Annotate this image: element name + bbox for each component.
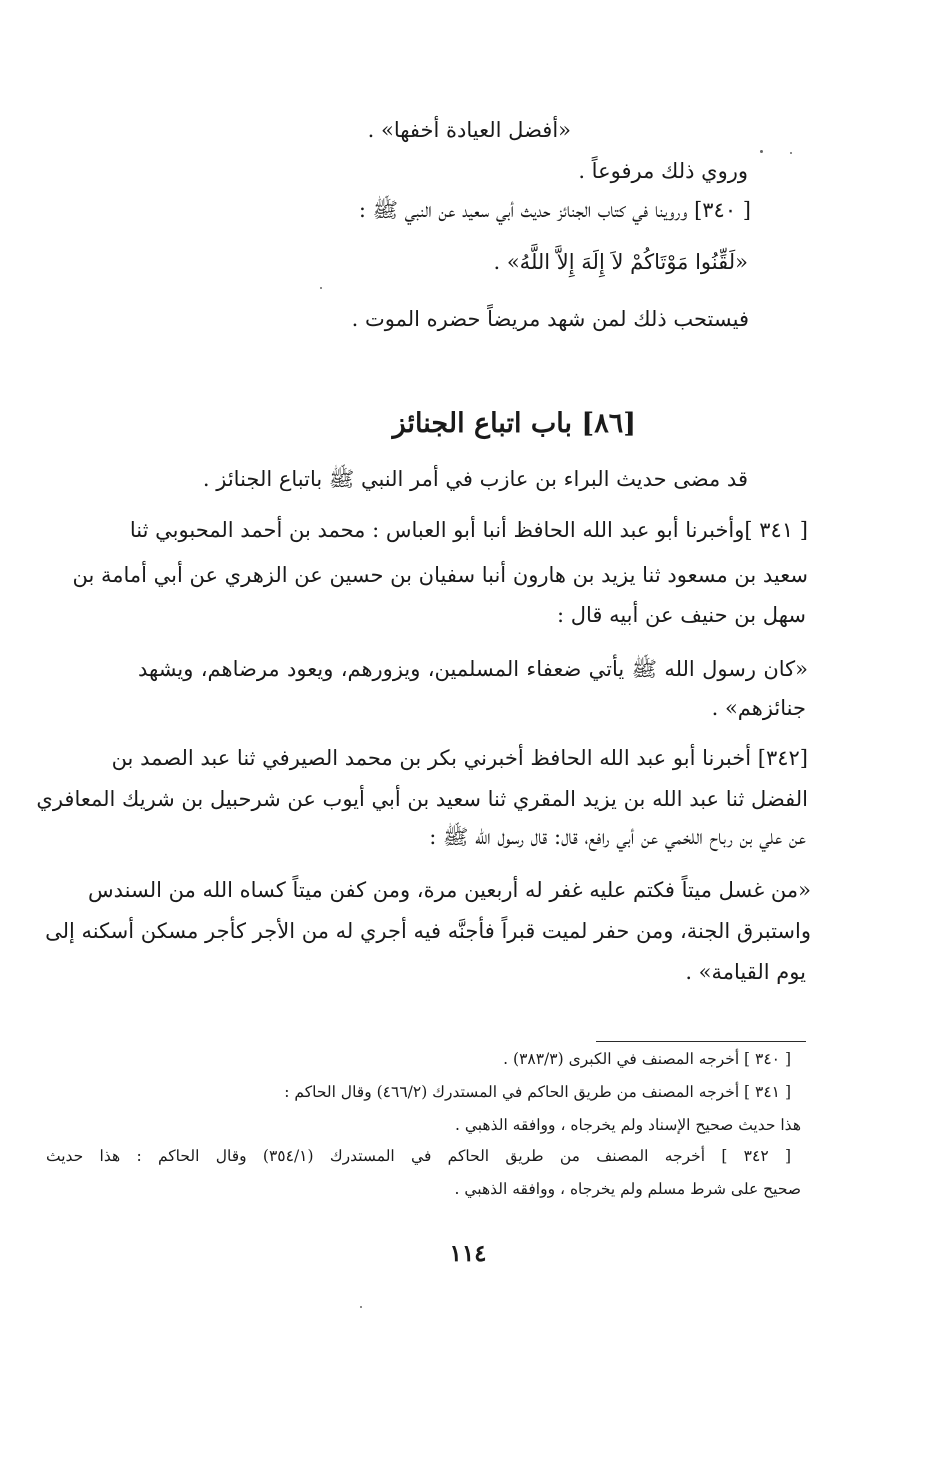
- scan-speck: [360, 1306, 362, 1308]
- intro-line: قد مضى حديث البراء بن عازب في أمر النبي ﷺ باتباع الجنائز .: [202, 467, 748, 491]
- hadith-341-matn-line: «كان رسول الله ﷺ يأتي ضعفاء المسلمين، ويزورهم، ويعود مرضاهم، ويشهد: [138, 657, 808, 681]
- chapter-heading: [٨٦] باب اتباع الجنائز: [392, 408, 636, 439]
- footnote-341: [ ٣٤١ ] أخرجه المصنف من طريق الحاكم في المستدرك (٤٦٦/٢) وقال الحاكم :: [284, 1083, 791, 1101]
- hadith-342-isnad-line: [٣٤٢] أخبرنا أبو عبد الله الحافظ أخبرني بكر بن محمد الصيرفي ثنا عبد الصمد بن: [111, 746, 808, 770]
- hadith-342-isnad-line: الفضل ثنا عبد الله بن يزيد المقري ثنا سعيد بن أبي أيوب عن شرحبيل بن شريك المعافري: [36, 787, 808, 811]
- quote-line: «لَقِّنُوا مَوْتَاكُمْ لاَ إِلَهَ إِلاَّ اللَّهُ» .: [493, 250, 748, 274]
- scan-speck: [320, 287, 322, 289]
- hadith-340-line: [ ٣٤٠] وروينا في كتاب الجنائز حديث أبي سعيد عن النبي ﷺ :: [358, 198, 751, 222]
- hadith-342-matn-line: «من غسل ميتاً فكتم عليه غفر له أربعين مرة، ومن كفن ميتاً كساه الله من السندس: [88, 878, 811, 902]
- page-number: ١١٤: [449, 1240, 487, 1267]
- hadith-341-isnad-line: [ ٣٤١ ]وأخبرنا أبو عبد الله الحافظ أنبا أبو العباس : محمد بن أحمد المحبوبي ثنا: [129, 518, 808, 542]
- hadith-342-matn-line: واستبرق الجنة، ومن حفر لميت قبراً فأجنَّه فيه أجري له من الأجر كأجر مسكن أسكنه إلى: [45, 919, 811, 943]
- footnote-340: [ ٣٤٠ ] أخرجه المصنف في الكبرى (٣٨٣/٣) .: [503, 1050, 791, 1068]
- footnote-342-continued: صحيح على شرط مسلم ولم يخرجاه ، ووافقه الذهبي .: [454, 1180, 801, 1198]
- scan-speck: [760, 150, 763, 153]
- hadith-341-matn-line: جنائزهم» .: [711, 696, 806, 720]
- quote-line: «أفضل العيادة أخفها» .: [367, 118, 571, 142]
- footnote-341-continued: هذا حديث صحيح الإسناد ولم يخرجاه ، ووافقه الذهبي .: [454, 1116, 801, 1134]
- hadith-342-isnad-line: عن علي بن رباح اللخمي عن أبي رافع، قال: قال رسول الله ﷺ :: [429, 825, 806, 849]
- scan-speck: [790, 152, 792, 154]
- footnote-separator: [596, 1041, 806, 1042]
- text-line: فيستحب ذلك لمن شهد مريضاً حضره الموت .: [351, 307, 749, 331]
- text-line: وروي ذلك مرفوعاً .: [578, 159, 748, 183]
- hadith-341-isnad-line: سهل بن حنيف عن أبيه قال :: [556, 603, 806, 627]
- hadith-342-matn-line: يوم القيامة» .: [685, 960, 806, 984]
- footnote-342: [ ٣٤٢ ] أخرجه المصنف من طريق الحاكم في المستدرك (٣٥٤/١) وقال الحاكم : هذا حديث: [46, 1147, 792, 1165]
- hadith-341-isnad-line: سعيد بن مسعود ثنا يزيد بن هارون أنبا سفيان بن حسين عن الزهري عن أبي أمامة بن: [72, 563, 808, 587]
